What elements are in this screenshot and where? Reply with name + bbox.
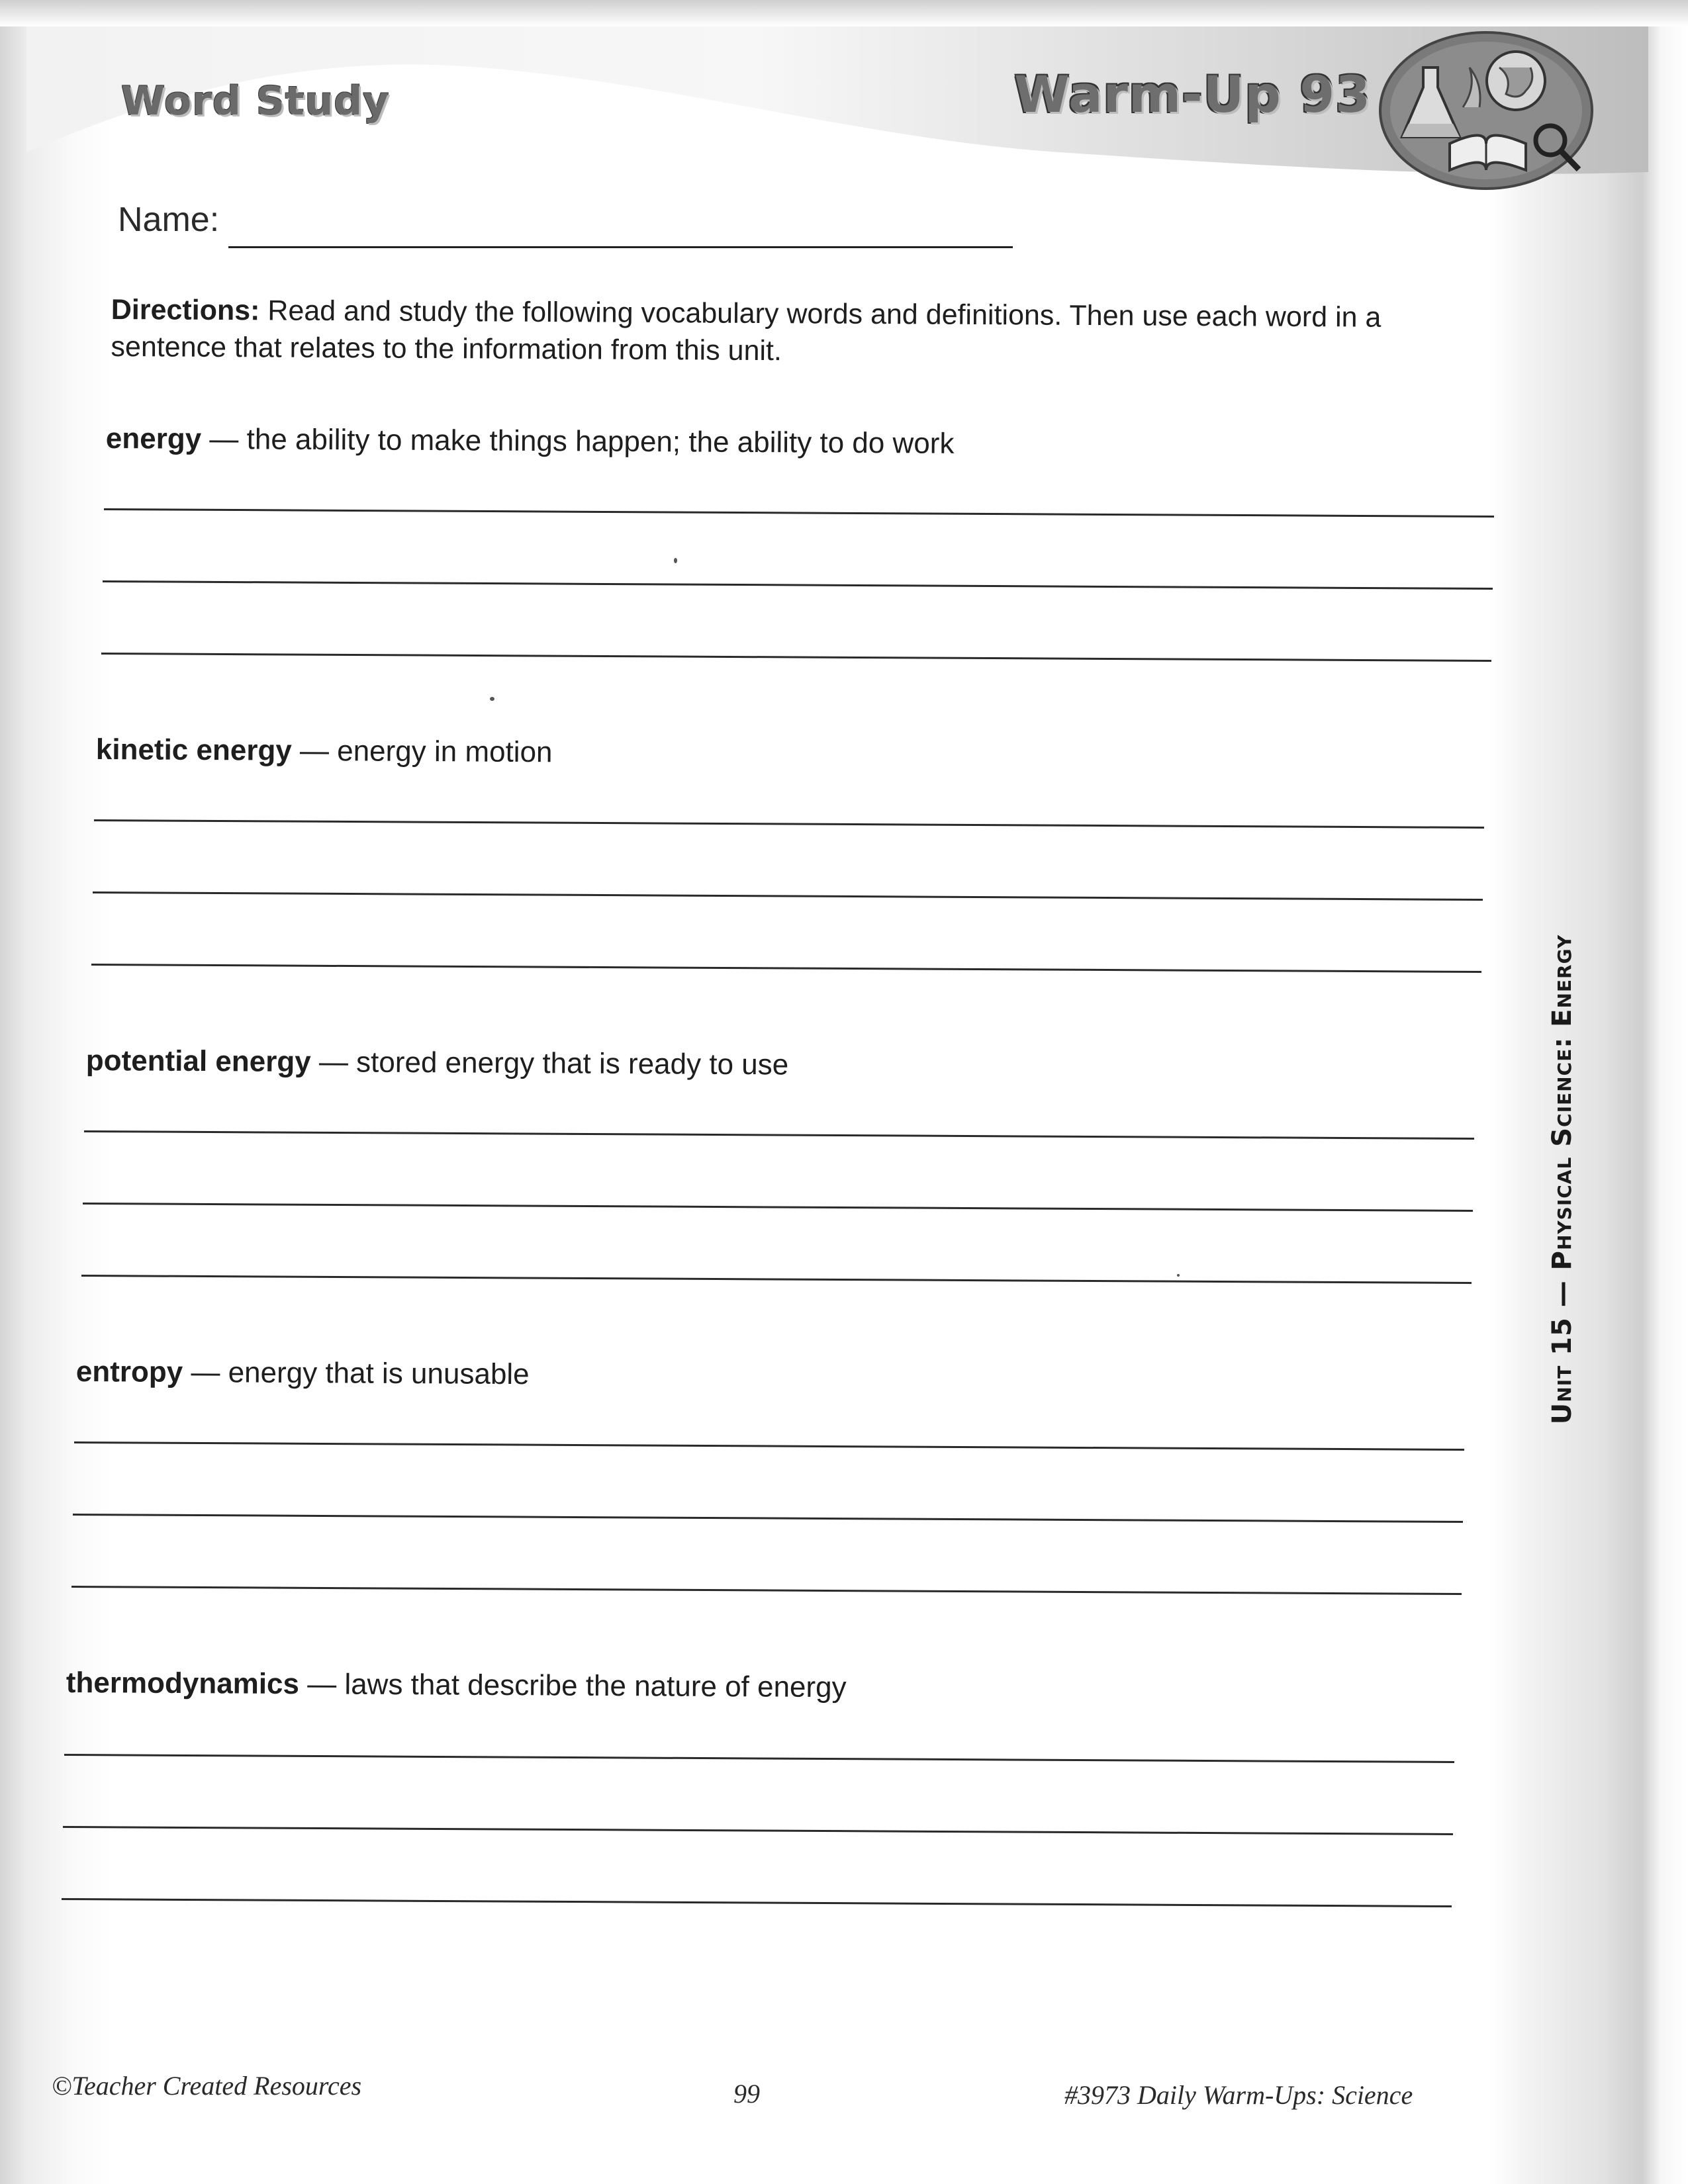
unit-side-label: Unit 15 — Physical Science: Energy [1547,934,1577,1425]
answer-line[interactable] [73,1514,1463,1523]
answer-line[interactable] [104,508,1494,518]
name-field[interactable] [228,246,1013,248]
scan-speck [490,697,494,701]
name-label: Name: [118,201,220,239]
vocab-item-thermodynamics [66,1666,847,1704]
vocab-word: potential energy [85,1044,311,1079]
answer-line[interactable] [93,891,1483,901]
vocab-item-entropy [76,1355,530,1391]
answer-line[interactable] [74,1441,1464,1451]
section-title: Word Study [121,78,390,124]
answer-line[interactable] [84,1130,1474,1140]
footer-copyright: ©Teacher Created Resources [52,2071,362,2101]
footer-page-number: 99 [733,2079,760,2109]
answer-line[interactable] [91,964,1481,973]
vocab-definition: — stored energy that is ready to use [310,1046,789,1081]
vocab-item-potential-energy [86,1044,789,1081]
science-emblem-icon [1377,28,1595,193]
vocab-definition: — energy in motion [291,734,553,769]
directions-text: Read and study the following vocabulary words and definitions. Then use each word in a sentence that relates to the information from this unit. [111,295,1382,367]
answer-line[interactable] [64,1754,1454,1763]
directions-label: Directions: [111,293,260,327]
vocab-word: thermodynamics [66,1666,300,1701]
answer-line[interactable] [101,653,1491,662]
answer-line[interactable] [83,1203,1473,1212]
answer-line[interactable] [63,1826,1453,1835]
scan-speck [674,558,677,563]
vocab-item-kinetic-energy [96,733,553,769]
footer-book-title: #3973 Daily Warm-Ups: Science [1064,2080,1413,2110]
answer-line[interactable] [94,819,1484,829]
answer-line[interactable] [71,1586,1462,1595]
answer-line[interactable] [81,1275,1472,1284]
vocab-item-energy [106,422,955,461]
vocab-word: energy [105,422,202,455]
vocab-word: entropy [75,1355,183,1388]
vocab-definition: — energy that is unusable [183,1355,530,1391]
vocab-word: kinetic energy [95,733,292,767]
warmup-title: Warm-Up 93 [1014,65,1371,124]
vocab-definition: — laws that describe the nature of energy [299,1668,847,1704]
answer-line[interactable] [103,580,1493,590]
answer-line[interactable] [62,1898,1452,1907]
vocab-definition: — the ability to make things happen; the ability to do work [201,422,955,460]
directions [111,291,1462,373]
scan-speck [1177,1274,1180,1277]
